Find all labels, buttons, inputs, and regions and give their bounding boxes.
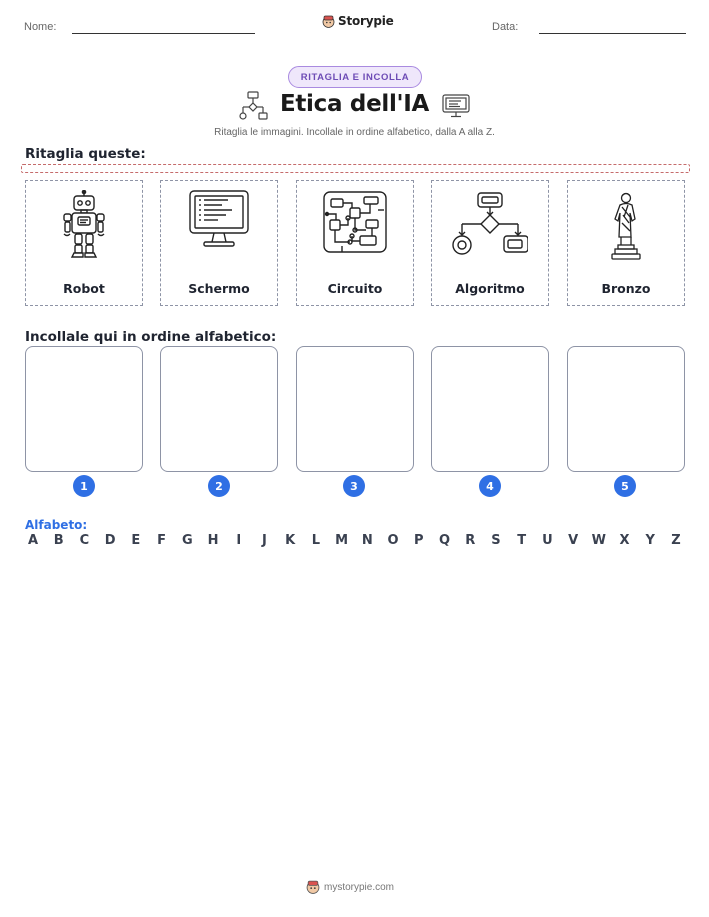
cut-card[interactable] <box>160 180 278 306</box>
card-label: Circuito <box>327 281 383 296</box>
date-line <box>539 33 686 34</box>
instructions: Ritaglia le immagini. Incollale in ordine alfabetico, dalla A alla Z. <box>214 127 495 138</box>
bronze-statue-icon <box>606 191 646 263</box>
date-label: Data: <box>492 21 519 33</box>
alphabet-letter: Q <box>438 533 451 548</box>
card-label: Bronzo <box>601 281 651 296</box>
alphabet-letter: O <box>387 533 399 548</box>
alphabet-letter: Z <box>671 533 681 548</box>
alphabet-letter: P <box>414 533 424 548</box>
storypie-mascot-icon <box>306 880 320 894</box>
alphabet-letter: Y <box>645 533 655 548</box>
card-label: Schermo <box>188 281 250 296</box>
alphabet-letter: H <box>207 533 219 548</box>
alphabet-letter: V <box>568 533 579 548</box>
card-label: Robot <box>63 281 105 296</box>
paste-slot[interactable] <box>567 346 685 472</box>
cut-card[interactable] <box>296 180 414 306</box>
alphabet-letter: W <box>591 533 606 548</box>
activity-badge: RITAGLIA E INCOLLA <box>288 66 422 88</box>
alphabet-letter: K <box>285 533 296 548</box>
page-title: Etica dell'IA <box>279 91 430 117</box>
paste-section-title: Incollale qui in ordine alfabetico: <box>25 329 277 345</box>
flowchart-icon <box>452 191 528 257</box>
alphabet-letter: A <box>27 533 39 548</box>
cut-section-title: Ritaglia queste: <box>25 146 146 162</box>
alphabet-letter: R <box>465 533 476 548</box>
cut-card[interactable] <box>25 180 143 306</box>
slot-number: 4 <box>479 475 501 497</box>
alphabet-letter: E <box>131 533 141 548</box>
footer-site: mystorypie.com <box>324 881 395 893</box>
paste-slot[interactable] <box>296 346 414 472</box>
paste-slot[interactable] <box>25 346 143 472</box>
card-label: Algoritmo <box>455 281 525 296</box>
slot-number: 1 <box>73 475 95 497</box>
alphabet-letter: T <box>517 533 527 548</box>
footer <box>306 880 394 894</box>
name-label: Nome: <box>24 21 57 33</box>
robot-icon <box>56 190 112 260</box>
monitor-icon <box>188 189 250 249</box>
alphabet-letter: J <box>262 533 267 548</box>
alphabet-letter: G <box>181 533 193 548</box>
alphabet-letter: D <box>104 533 116 548</box>
name-line <box>72 33 255 34</box>
alphabet-letter: M <box>335 533 349 548</box>
alphabet-letter: N <box>361 533 373 548</box>
cut-line <box>21 164 690 173</box>
alphabet-letter: C <box>79 533 90 548</box>
alphabet-letter: B <box>53 533 64 548</box>
brand-logo <box>322 14 394 28</box>
alphabet-letter: F <box>157 533 167 548</box>
slot-number: 5 <box>614 475 636 497</box>
slot-number: 3 <box>343 475 365 497</box>
cut-card[interactable] <box>567 180 685 306</box>
storypie-mascot-icon <box>322 15 335 28</box>
cut-card[interactable] <box>431 180 549 306</box>
monitor-icon <box>441 93 471 119</box>
alphabet-title: Alfabeto: <box>25 518 88 532</box>
paste-slot[interactable] <box>431 346 549 472</box>
alphabet-letter: S <box>491 533 501 548</box>
alphabet-letter: X <box>619 533 630 548</box>
alphabet-letter: U <box>542 533 553 548</box>
alphabet-row <box>25 533 684 548</box>
brand-name: Storypie <box>338 14 394 28</box>
circuit-icon <box>322 190 388 254</box>
alphabet-letter: L <box>311 533 321 548</box>
paste-slot[interactable] <box>160 346 278 472</box>
slot-number: 2 <box>208 475 230 497</box>
alphabet-letter: I <box>236 533 242 548</box>
